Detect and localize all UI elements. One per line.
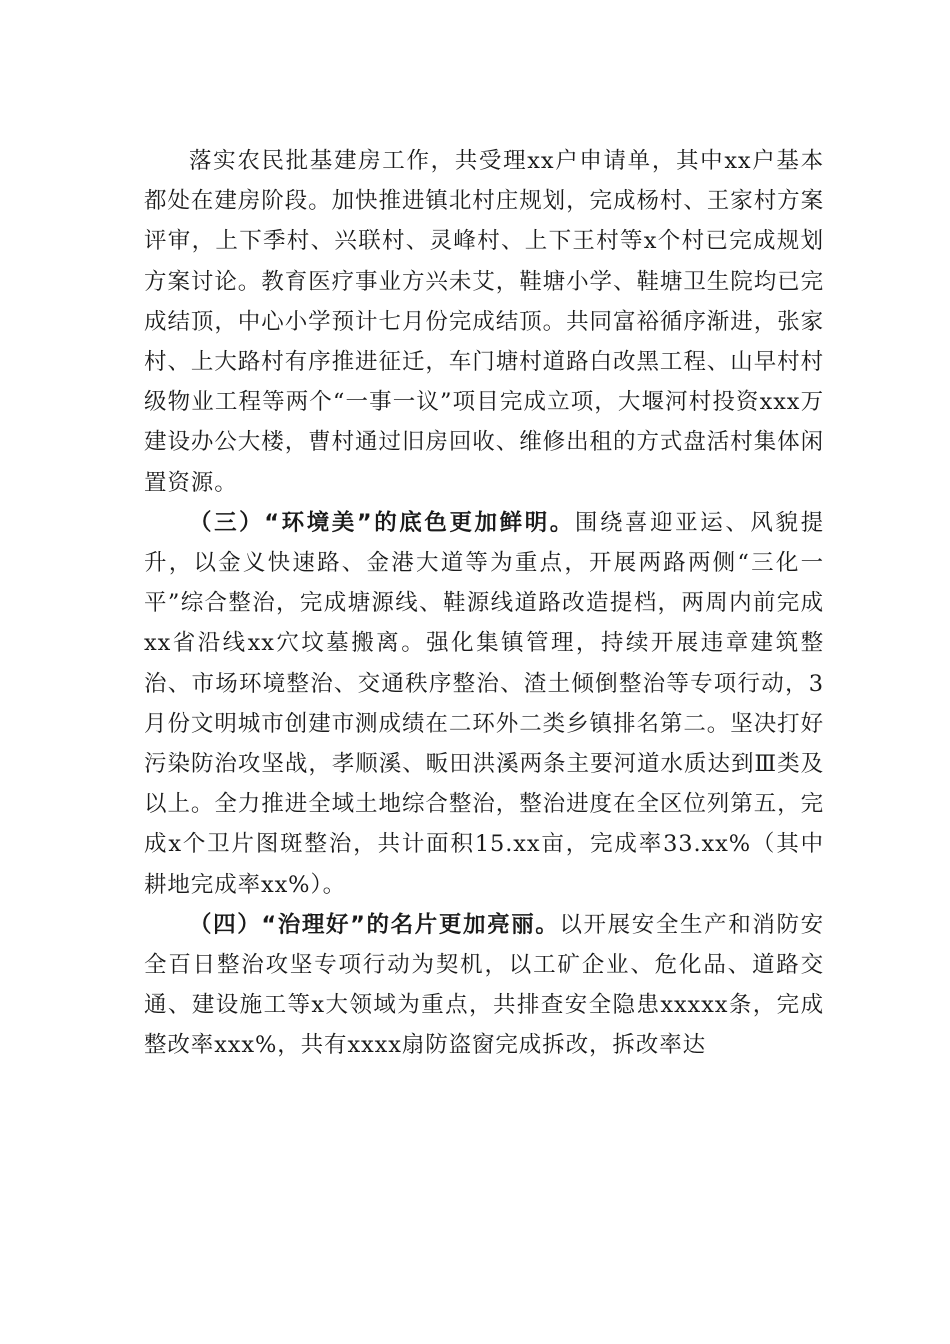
paragraph-environment: [144, 503, 824, 905]
paragraph-text: 围绕喜迎亚运、风貌提升，以金义快速路、金港大道等为重点，开展两路两侧“三化一平”综合整治，完成塘源线、鞋源线道路改造提档，两周内前完成xx省沿线xx穴坟墓搬离。强化集镇管理，持续开展违章建筑整治、市场环境整治、交通秩序整治、渣土倾倒整治等专项行动，3月份文明城市创建市测成绩在二环外二类乡镇排名第二。坚决打好污染防治攻坚战，孝顺溪、畈田洪溪两条主要河道水质达到Ⅲ类及以上。全力推进全域土地综合整治，整治进度在全区位列第五，完成x个卫片图斑整治，共计面积15.xx亩，完成率33.xx%（其中耕地完成率xx%）。: [144, 509, 824, 898]
paragraph-text: 以开展安全生产和消防安全百日整治攻坚专项行动为契机，以工矿企业、危化品、道路交通、建设施工等x大领域为重点，共排查安全隐患xxxxx条，完成整改率xxx%，共有xxxx扇防盗窗完成拆改，拆改率达: [144, 911, 824, 1059]
paragraph-text: 落实农民批基建房工作，共受理xx户申请单，其中xx户基本都处在建房阶段。加快推进镇北村庄规划，完成杨村、王家村方案评审，上下季村、兴联村、灵峰村、上下王村等x个村已完成规划方案讨论。教育医疗事业方兴未艾，鞋塘小学、鞋塘卫生院均已完成结顶，中心小学预计七月份完成结顶。共同富裕循序渐进，张家村、上大路村有序推进征迁，车门塘村道路白改黑工程、山早村村级物业工程等两个“一事一议”项目完成立项，大堰河村投资xxx万建设办公大楼，曹村通过旧房回收、维修出租的方式盘活村集体闲置资源。: [144, 148, 824, 496]
section-heading-governance: （四）“治理好”的名片更加亮丽。: [189, 911, 560, 938]
section-heading-environment: （三）“环境美”的底色更加鲜明。: [189, 509, 575, 536]
paragraph-governance: [144, 905, 824, 1066]
paragraph-village-construction: [144, 141, 824, 503]
document-body: [144, 141, 824, 1066]
